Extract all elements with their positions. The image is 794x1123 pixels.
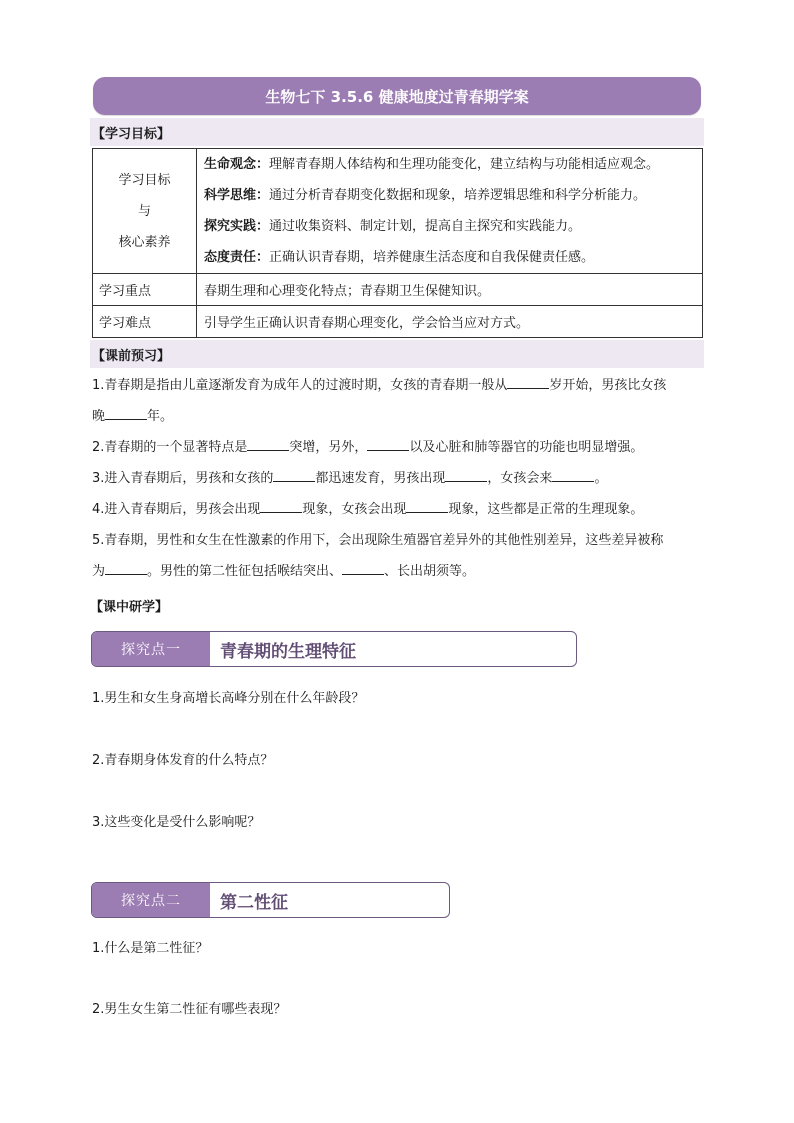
preview-question-2 (92, 432, 643, 463)
goals-items-cell (197, 149, 703, 274)
explore-2-question-1: 1.什么是第二性征？ (92, 941, 209, 956)
answer-blank[interactable] (105, 560, 147, 575)
question-text: 晚 (92, 409, 106, 424)
goal-item-text: 理解青春期人体结构和生理功能变化，建立结构与功能相适应观念。 (269, 157, 660, 172)
explore-1-question-3: 3.这些变化是受什么影响呢？ (92, 815, 261, 830)
explore-point-title: 青春期的生理特征 (220, 641, 356, 662)
goals-left-line-3: 核心素养 (118, 234, 171, 250)
goal-item (204, 149, 702, 180)
explore-point-title: 第二性征 (220, 892, 288, 913)
goals-left-cell (93, 149, 197, 274)
goal-item-text: 通过分析青春期变化数据和现象，培养逻辑思维和科学分析能力。 (269, 188, 647, 203)
answer-blank[interactable] (247, 436, 289, 451)
answer-blank[interactable] (445, 467, 487, 482)
answer-blank[interactable] (552, 467, 594, 482)
goals-left-line-2: 与 (137, 203, 151, 219)
goal-item-text: 正确认识青春期，培养健康生活态度和自我保健责任感。 (269, 250, 595, 265)
question-text: 2.青春期的一个显著特点是 (92, 440, 248, 455)
question-text: 以及心脏和肺等器官的功能也明显增强。 (409, 440, 644, 455)
goal-item (204, 180, 702, 211)
answer-blank[interactable] (406, 498, 448, 513)
question-text: 5.青春期，男性和女生在性激素的作用下，会出现除生殖器官差异外的其他性别差异，这些差异被称 (92, 533, 664, 548)
page-title: 生物七下 3.5.6 健康地度过青春期学案 (93, 77, 701, 115)
explore-1-question-1: 1.男生和女生身高增长高峰分别在什么年龄段？ (92, 691, 365, 706)
preview-question-3 (92, 463, 607, 494)
question-text: 3.进入青春期后，男孩和女孩的 (92, 471, 274, 486)
explore-1-question-2: 2.青春期身体发育的什么特点？ (92, 753, 274, 768)
answer-blank[interactable] (260, 498, 302, 513)
question-text: 。 (594, 471, 608, 486)
answer-blank[interactable] (507, 374, 549, 389)
answer-blank[interactable] (367, 436, 409, 451)
explore-point-2-banner (91, 882, 450, 918)
question-text: ，女孩会来 (487, 471, 553, 486)
preview-question-5-cont (92, 556, 475, 587)
question-text: 岁开始，男孩比女孩 (549, 378, 667, 393)
goal-item-label: 态度责任： (204, 250, 270, 265)
difficulty-text: 引导学生正确认识青春期心理变化，学会恰当应对方式。 (197, 306, 703, 338)
question-text: 现象，这些都是正常的生理现象。 (448, 502, 644, 517)
preview-question-5 (92, 525, 663, 556)
answer-blank[interactable] (342, 560, 384, 575)
explore-2-question-2: 2.男生女生第二性征有哪些表现？ (92, 1002, 287, 1017)
answer-blank[interactable] (105, 405, 147, 420)
key-points-text: 春期生理和心理变化特点；青春期卫生保健知识。 (197, 274, 703, 306)
explore-point-tag: 探究点二 (92, 883, 210, 917)
question-text: 都迅速发育，男孩出现 (315, 471, 446, 486)
question-text: 1.青春期是指由儿童逐渐发育为成年人的过渡时期，女孩的青春期一般从 (92, 378, 508, 393)
question-text: 现象，女孩会出现 (302, 502, 407, 517)
explore-point-tag: 探究点一 (92, 632, 210, 666)
goal-item-label: 生命观念： (204, 157, 270, 172)
goals-left-line-1: 学习目标 (118, 172, 171, 188)
preview-question-1-cont (92, 401, 173, 432)
question-text: 、长出胡须等。 (384, 564, 476, 579)
question-text: 年。 (147, 409, 174, 424)
key-points-label: 学习重点 (93, 274, 197, 306)
goal-item-text: 通过收集资料、制定计划，提高自主探究和实践能力。 (269, 219, 582, 234)
preview-question-4 (92, 494, 643, 525)
question-text: 。男性的第二性征包括喉结突出、 (147, 564, 343, 579)
goals-table (92, 148, 703, 338)
goal-item (204, 242, 702, 273)
question-text: 突增，另外， (289, 440, 368, 455)
question-text: 为 (92, 564, 106, 579)
section-preview-heading: 【课前预习】 (90, 340, 704, 368)
section-goals-heading: 【学习目标】 (90, 118, 704, 146)
goal-item (204, 211, 702, 242)
section-study-heading: 【课中研学】 (90, 600, 169, 615)
preview-question-1 (92, 370, 666, 401)
difficulty-label: 学习难点 (93, 306, 197, 338)
explore-point-1-banner (91, 631, 577, 667)
question-text: 4.进入青春期后，男孩会出现 (92, 502, 261, 517)
answer-blank[interactable] (273, 467, 315, 482)
goal-item-label: 科学思维： (204, 188, 270, 203)
goal-item-label: 探究实践： (204, 219, 270, 234)
